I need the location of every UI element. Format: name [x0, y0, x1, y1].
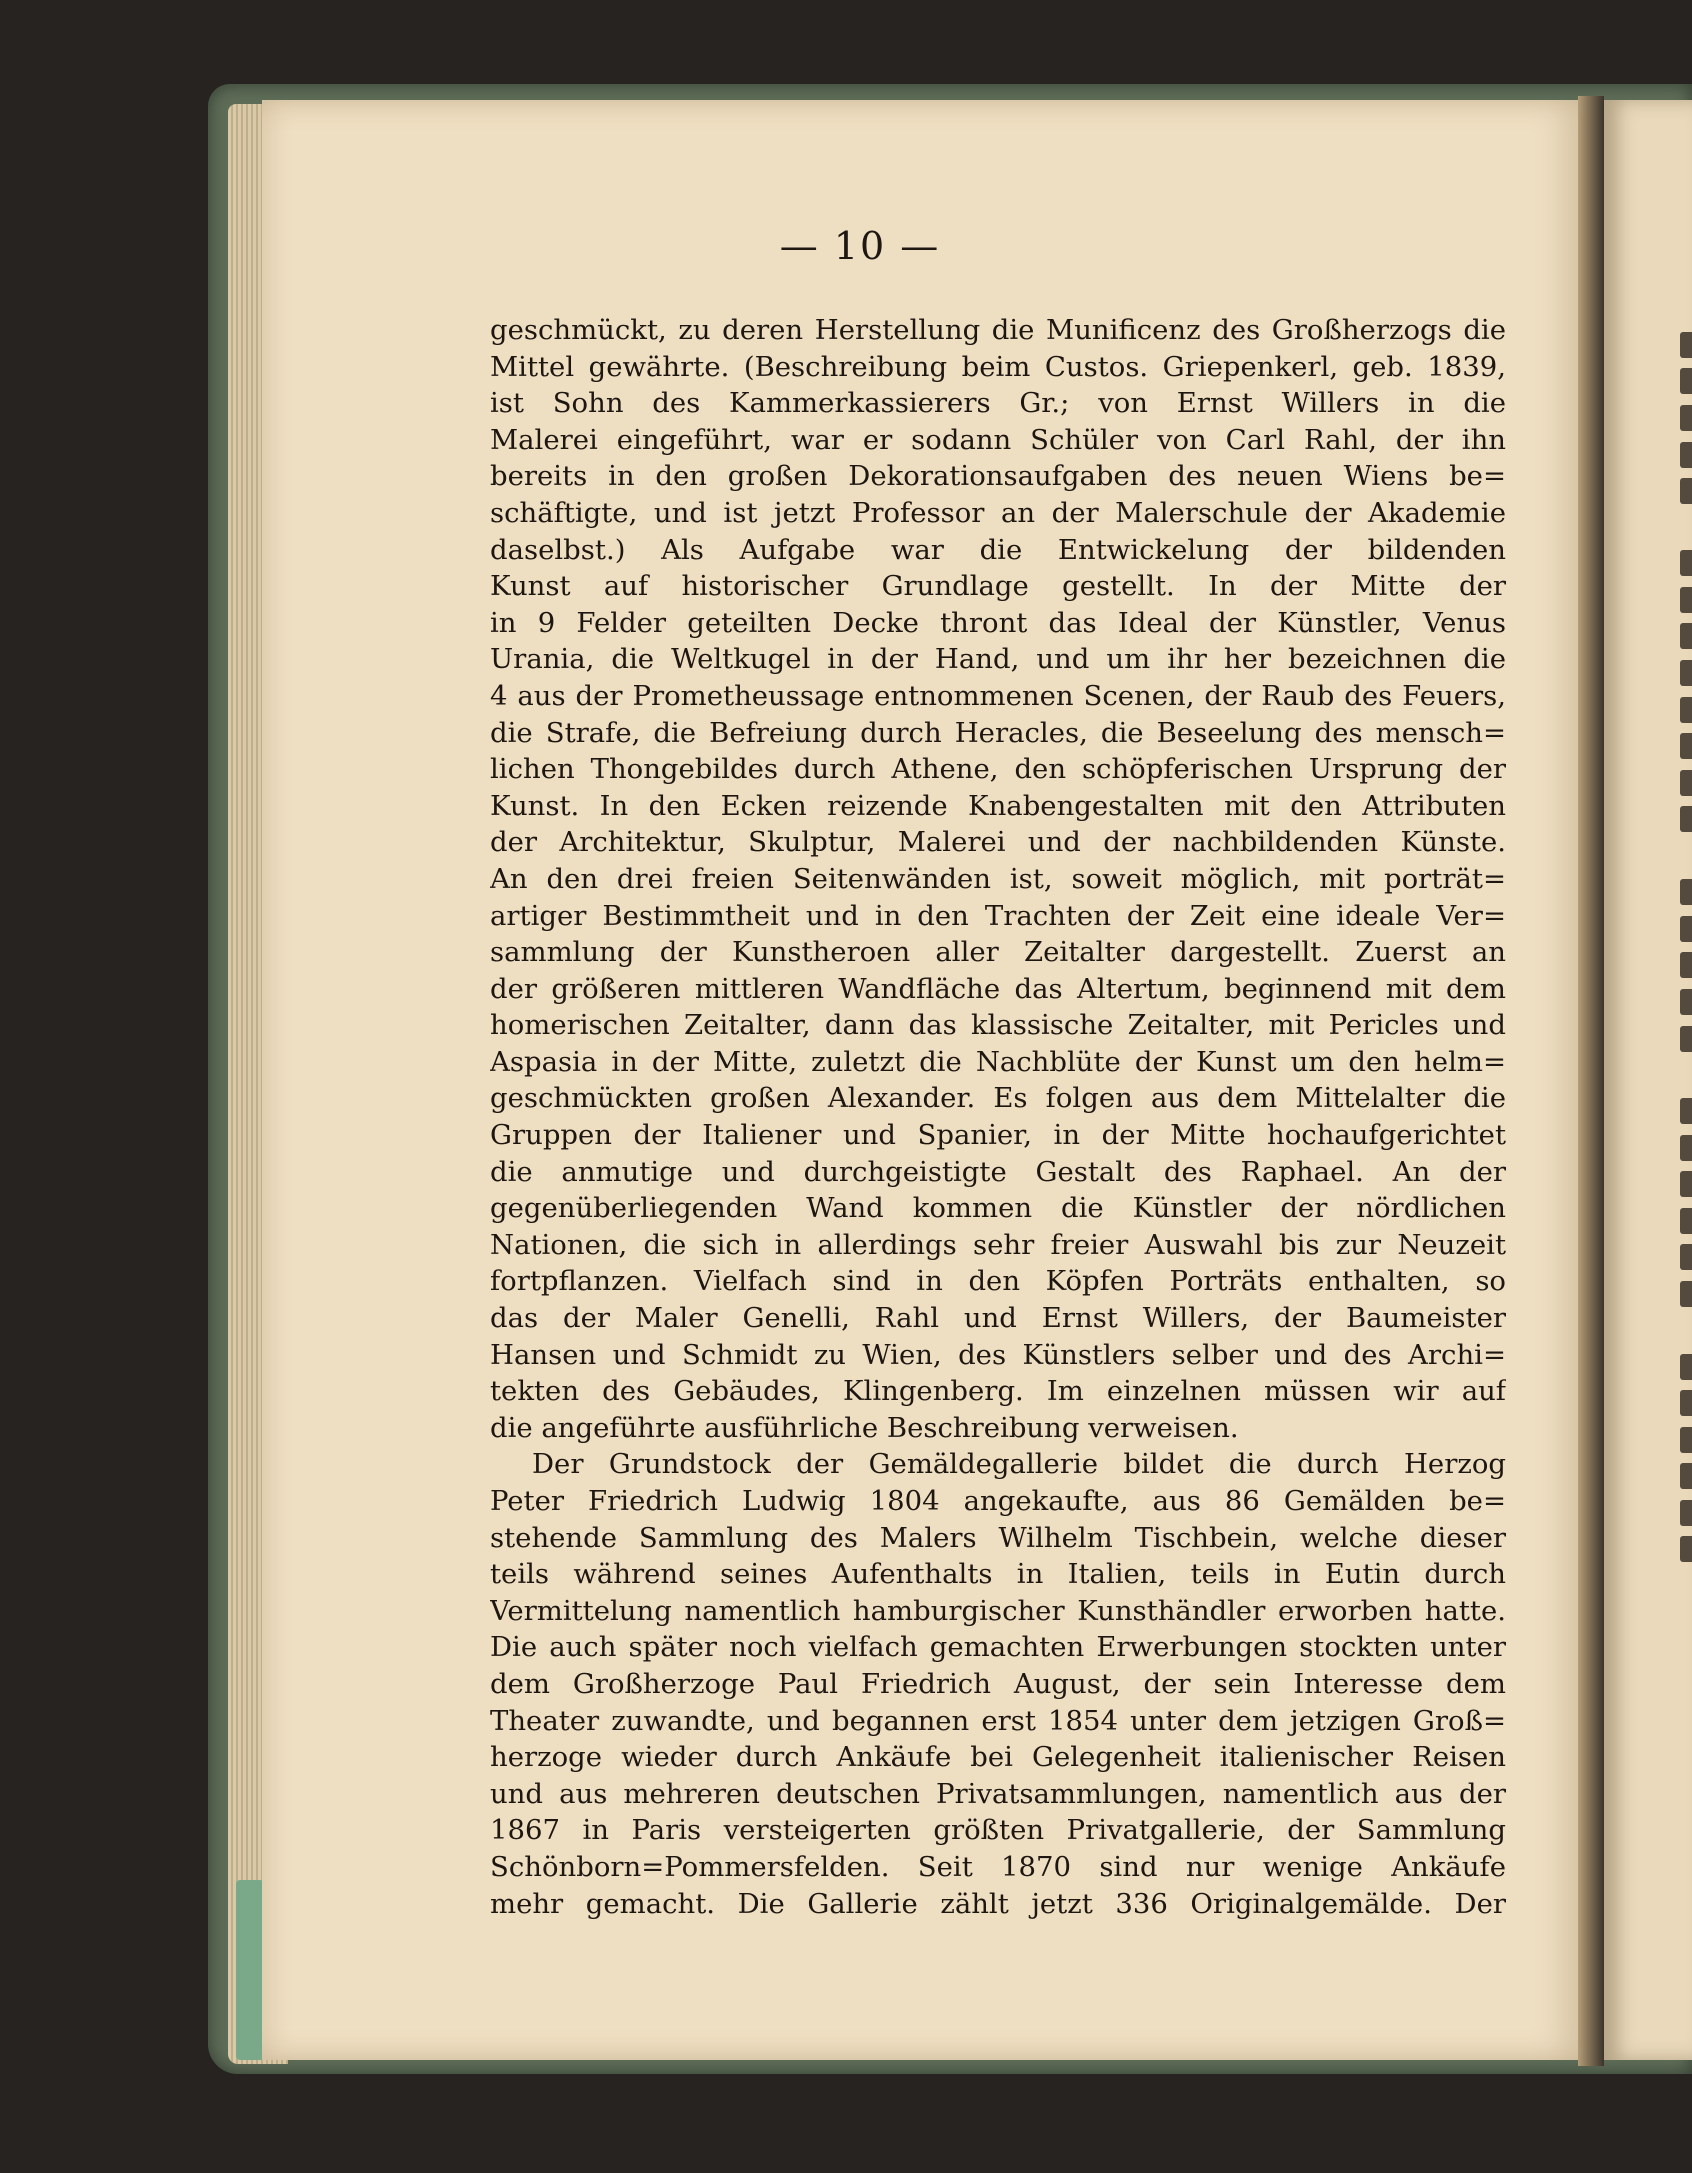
text-line: Gruppen der Italiener und Spanier, in der Mitte hochaufgerichtet — [490, 1119, 1506, 1152]
page-text — [490, 312, 1506, 1922]
text-line: der größeren mittleren Wandfläche das Altertum, beginnend mit dem — [490, 972, 1506, 1005]
text-line: und aus mehreren deutschen Privatsammlungen, namentlich aus der — [490, 1777, 1506, 1810]
text-line: die anmutige und durchgeistigte Gestalt des Raphael. An der — [490, 1155, 1506, 1188]
text-line: schäftigte, und ist jetzt Professor an der Malerschule der Akademie — [490, 496, 1506, 529]
text-line: Urania, die Weltkugel in der Hand, und um ihr her bezeichnen die — [490, 643, 1506, 676]
text-line: Vermittelung namentlich hamburgischer Kunsthändler erworben hatte. — [490, 1594, 1506, 1627]
text-line: Peter Friedrich Ludwig 1804 angekaufte, aus 86 Gemälden be= — [490, 1485, 1506, 1517]
text-line: gegenüberliegenden Wand kommen die Künstler der nördlichen — [490, 1192, 1506, 1225]
text-line: 4 aus der Prometheussage entnommenen Scenen, der Raub des Feuers, — [490, 679, 1506, 712]
text-line: Theater zuwandte, und begannen erst 1854 unter dem jetzigen Groß= — [490, 1704, 1506, 1737]
text-line: homerischen Zeitalter, dann das klassische Zeitalter, mit Pericles und — [490, 1009, 1506, 1042]
text-line: bereits in den großen Dekorationsaufgaben des neuen Wiens be= — [490, 460, 1506, 493]
text-line: dem Großherzoge Paul Friedrich August, der sein Interesse dem — [490, 1667, 1506, 1700]
text-line: in 9 Felder geteilten Decke thront das Ideal der Künstler, Venus — [490, 606, 1506, 639]
text-line: geschmückten großen Alexander. Es folgen aus dem Mittelalter die — [490, 1082, 1506, 1115]
text-line: artiger Bestimmtheit und in den Trachten der Zeit eine ideale Ver= — [490, 899, 1506, 932]
text-line: Kunst auf historischer Grundlage gestellt. In der Mitte der — [490, 570, 1506, 603]
text-line: teils während seines Aufenthalts in Italien, teils in Eutin durch — [490, 1558, 1506, 1591]
text-line: Schönborn=Pommersfelden. Seit 1870 sind nur wenige Ankäufe — [490, 1850, 1506, 1883]
text-line: 1867 in Paris versteigerten größten Privatgallerie, der Sammlung — [490, 1814, 1506, 1847]
text-line: stehende Sammlung des Malers Wilhelm Tischbein, welche dieser — [490, 1521, 1506, 1554]
text-line: lichen Thongebildes durch Athene, den schöpferischen Ursprung der — [490, 753, 1506, 786]
text-line: herzoge wieder durch Ankäufe bei Gelegenheit italienischer Reisen — [490, 1741, 1506, 1774]
text-line: sammlung der Kunstheroen aller Zeitalter dargestellt. Zuerst an — [490, 936, 1506, 969]
text-line: die Strafe, die Befreiung durch Heracles, die Beseelung des mensch= — [490, 716, 1506, 749]
text-line: Mittel gewährte. (Beschreibung beim Custos. Griepenkerl, geb. 1839, — [490, 350, 1506, 383]
text-line: Hansen und Schmidt zu Wien, des Künstlers selber und des Archi= — [490, 1338, 1506, 1371]
text-line: mehr gemacht. Die Gallerie zählt jetzt 336 Originalgemälde. Der — [490, 1887, 1506, 1920]
text-line: Der Grundstock der Gemäldegallerie bildet die durch Herzog — [532, 1448, 1506, 1481]
book-gutter — [1578, 96, 1604, 2066]
text-line: ist Sohn des Kammerkassierers Gr.; von Ernst Willers in die — [490, 387, 1506, 420]
facing-page-edge — [1604, 100, 1692, 2060]
text-line: Die auch später noch vielfach gemachten Erwerbungen stockten unter — [490, 1631, 1506, 1664]
text-line: der Architektur, Skulptur, Malerei und der nachbildenden Künste. — [490, 826, 1506, 859]
text-line: geschmückt, zu deren Herstellung die Munificenz des Großherzogs die — [490, 314, 1506, 346]
bookmark-ribbon — [236, 1880, 264, 2060]
text-line: das der Maler Genelli, Rahl und Ernst Willers, der Baumeister — [490, 1302, 1506, 1335]
text-line: fortpflanzen. Vielfach sind in den Köpfen Porträts enthalten, so — [490, 1265, 1506, 1298]
text-line: An den drei freien Seitenwänden ist, soweit möglich, mit porträt= — [490, 862, 1506, 895]
text-line: Malerei eingeführt, war er sodann Schüler von Carl Rahl, der ihn — [490, 423, 1506, 456]
text-line: Kunst. In den Ecken reizende Knabengestalten mit den Attributen — [490, 789, 1506, 822]
text-line: daselbst.) Als Aufgabe war die Entwickelung der bildenden — [490, 533, 1506, 566]
text-line: tekten des Gebäudes, Klingenberg. Im einzelnen müssen wir auf — [490, 1375, 1506, 1408]
page-number: — 10 — — [779, 224, 941, 268]
text-line: Aspasia in der Mitte, zuletzt die Nachblüte der Kunst um den helm= — [490, 1045, 1506, 1078]
text-line: Nationen, die sich in allerdings sehr freier Auswahl bis zur Neuzeit — [490, 1228, 1506, 1261]
text-line: die angeführte ausführliche Beschreibung verweisen. — [490, 1411, 1239, 1444]
